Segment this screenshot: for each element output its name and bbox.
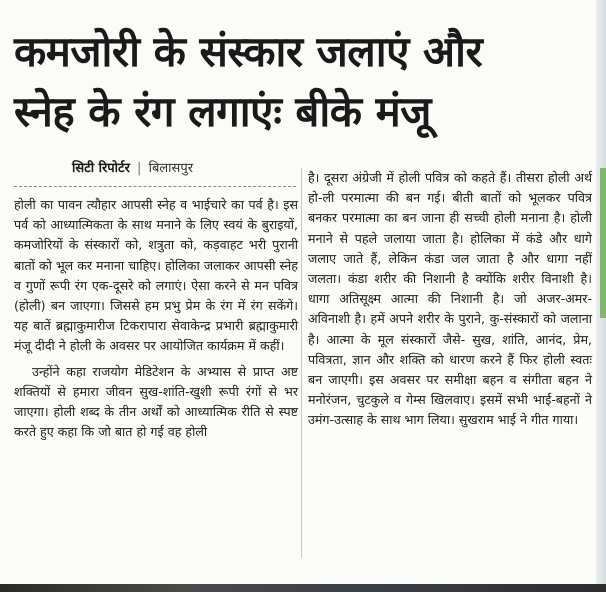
adjacent-page-graphic — [600, 168, 606, 318]
article-column-right — [308, 168, 592, 431]
column-divider — [301, 168, 302, 558]
left-paragraph-2: उन्होंने कहा राजयोग मेडिटेशन के अभ्यास से प्राप्त अष्ट शक्तियों से हमारा जीवन सुख-शांति-खुशी रूपी रंगों से भर जाएगा। होली शब्द के तीन अर्थों को आध्यात्मिक रीति से स्पष्ट करते हुए कहा कि जो बात हो गई वह होली — [14, 363, 298, 440]
left-paragraph-1: होली का पावन त्यौहार आपसी स्नेह व भाईचारे का पर्व है। इस पर्व को आध्यात्मिकता के साथ मनाने के लिए स्वयं के बुराइयों, कमजोरियों के संस्कारों को, शत्रुता को, कड़वाहट भरी पुरानी बातों को भूल कर मनाना चाहिए। होलिका जलाकर आपसी स्नेह व गुणों रूपी रंग एक-दूसरे को लगाएं। ऐसा करने से मन पवित्र (होली) बन जाएगा। जिससे हम प्रभु प्रेम के रंग में रंग सकेंगे। यह बातें ब्रह्माकुमारीज टिकरापारा सेवाकेन्द्र प्रभारी ब्रह्माकुमारी मंजू दीदी ने होली के अवसर पर आयोजित कार्यक्रम में कहीं। — [14, 197, 298, 354]
article-column-left — [14, 195, 298, 442]
byline — [72, 161, 292, 177]
byline-city: बिलासपुर — [148, 161, 194, 176]
headline-line-2: स्नेह के रंग लगाएंः बीके मंजू — [14, 87, 431, 136]
right-paragraph-1: है। दूसरा अंग्रेजी में होली पवित्र को कहते हैं। तीसरा होली अर्थ हो-ली परमात्मा की बन गई। बीती बातों को भूलकर पवित्र बनकर परमात्मा का बन जाना ही सच्ची होली मनाना है। होली मनाने से पहले जलाया जाता है। होलिका में कंडे और धागे जलाए जाते हैं, लेकिन कंडा जल जाता है और धागा नहीं जलता। कंडा शरीर की निशानी है क्योंकि शरीर विनाशी है। धागा अतिसूक्ष्म आत्मा की निशानी है। जो अजर-अमर-अविनाशी है। हमें अपने शरीर के पुराने, कु-संस्कारों को जलाना है। आत्मा के मूल संस्कारों जैसे- सुख, शांति, आनंद, प्रेम, पवित्रता, ज्ञान और शक्ति को धारण करने हैं फिर होली स्वतः बन जाएगी। इस अवसर पर समीक्षा बहन व संगीता बहन ने मनोरंजन, चुटकुले व गेम्स खिलवाए। इसमें सभी भाई-बहनों ने उमंग-उत्साह के साथ भाग लिया। सुखराम भाई ने गीत गाया। — [308, 170, 592, 428]
byline-separator: | — [137, 161, 142, 176]
byline-reporter: सिटी रिपोर्टर — [72, 161, 130, 176]
headline-line-1: कमजोरी के संस्कार जलाएं और — [14, 27, 483, 76]
byline-divider — [14, 186, 296, 187]
article-headline — [14, 22, 574, 142]
adjacent-page-bottom-edge — [0, 584, 606, 592]
